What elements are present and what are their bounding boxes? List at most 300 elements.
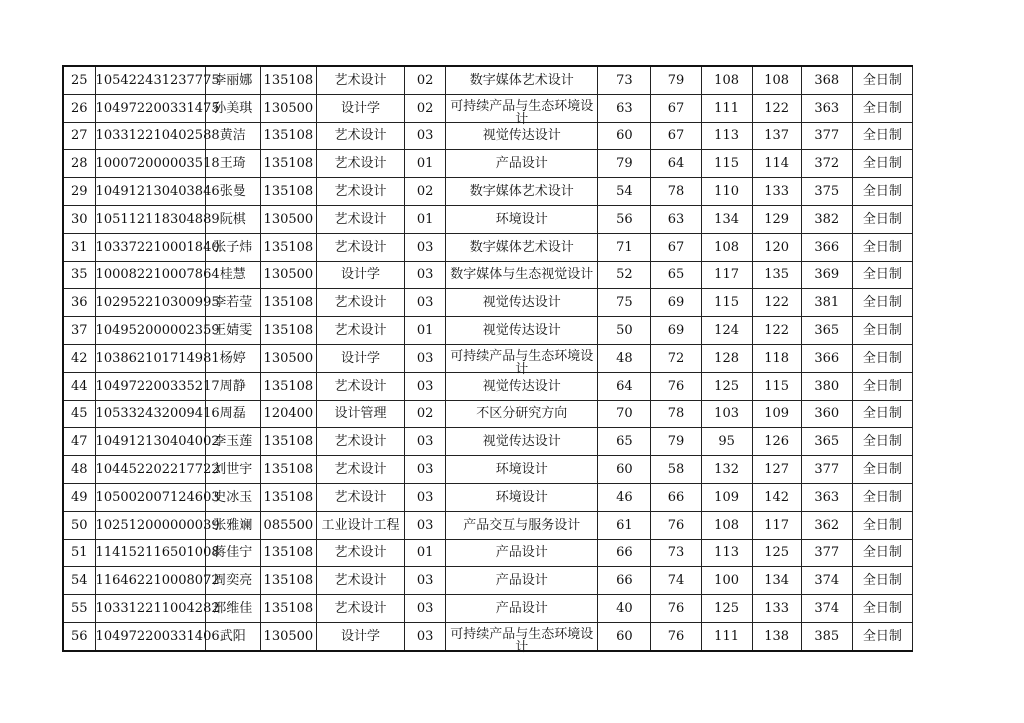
- politics-score-cell: 60: [598, 456, 651, 484]
- direction-name-text: 环境设计: [495, 489, 548, 505]
- major-code-cell: 130500: [260, 622, 316, 650]
- direction-name-cell: [446, 289, 598, 317]
- direction-code-cell: 03: [405, 567, 446, 595]
- name-cell: 李玉莲: [205, 428, 260, 456]
- foreign-language-score-cell: 67: [651, 94, 701, 122]
- major-name-cell: 设计学: [316, 344, 404, 372]
- direction-name-text: 视觉传达设计: [482, 295, 561, 311]
- subject-two-score-cell: 108: [752, 66, 801, 94]
- study-mode-cell: 全日制: [852, 178, 912, 206]
- subject-one-score-cell: 95: [701, 428, 752, 456]
- total-score-cell: 363: [801, 94, 852, 122]
- exam-id-cell: 104912130404002: [95, 428, 205, 456]
- foreign-language-score-cell: 76: [651, 622, 701, 650]
- direction-name-cell: [446, 483, 598, 511]
- admission-table: [62, 65, 913, 656]
- direction-name-cell: [446, 317, 598, 345]
- exam-id-cell: 105112118304889: [95, 205, 205, 233]
- major-name-cell: 设计学: [316, 622, 404, 650]
- total-score-cell: 374: [801, 595, 852, 623]
- study-mode-cell: 全日制: [852, 205, 912, 233]
- exam-id-cell: 105332432009416: [95, 400, 205, 428]
- exam-id-cell: 105002007124603: [95, 483, 205, 511]
- foreign-language-score-cell: 58: [651, 456, 701, 484]
- subject-two-score-cell: 127: [752, 456, 801, 484]
- subject-one-score-cell: 125: [701, 372, 752, 400]
- major-code-cell: 120400: [260, 400, 316, 428]
- direction-code-cell: 03: [405, 483, 446, 511]
- politics-score-cell: 60: [598, 122, 651, 150]
- subject-one-score-cell: 115: [701, 150, 752, 178]
- major-name-cell: 艺术设计: [316, 372, 404, 400]
- subject-two-score-cell: 133: [752, 595, 801, 623]
- foreign-language-score-cell: 67: [651, 122, 701, 150]
- subject-two-score-cell: 129: [752, 205, 801, 233]
- exam-id-cell: 100072000003518: [95, 150, 205, 178]
- major-name-cell: 艺术设计: [316, 122, 404, 150]
- table-row: [63, 317, 913, 345]
- seq-cell: 42: [63, 344, 95, 372]
- foreign-language-score-cell: 76: [651, 511, 701, 539]
- direction-name-cell: [446, 94, 598, 128]
- direction-name-text: 视觉传达设计: [482, 128, 561, 144]
- subject-two-score-cell: 135: [752, 261, 801, 289]
- name-cell: 桂慧: [205, 261, 260, 289]
- name-cell: 阮棋: [205, 205, 260, 233]
- subject-two-score-cell: 142: [752, 483, 801, 511]
- total-score-cell: 374: [801, 567, 852, 595]
- table-row: [63, 178, 913, 206]
- study-mode-cell: 全日制: [852, 233, 912, 261]
- name-cell: 蒋佳宁: [205, 539, 260, 567]
- direction-code-cell: 03: [405, 595, 446, 623]
- direction-name-cell: [446, 400, 598, 428]
- politics-score-cell: 70: [598, 400, 651, 428]
- direction-name-cell: [446, 539, 598, 567]
- table-row: [63, 344, 913, 372]
- major-code-cell: 135108: [260, 483, 316, 511]
- seq-cell: 54: [63, 567, 95, 595]
- table-row: [63, 150, 913, 178]
- table-row: [63, 400, 913, 428]
- politics-score-cell: 65: [598, 428, 651, 456]
- seq-cell: 31: [63, 233, 95, 261]
- major-code-cell: 130500: [260, 344, 316, 372]
- table-body: [63, 66, 913, 656]
- direction-code-cell: 03: [405, 289, 446, 317]
- seq-cell: 45: [63, 400, 95, 428]
- direction-name-text: 不区分研究方向: [476, 406, 568, 422]
- direction-code-cell: 01: [405, 205, 446, 233]
- direction-name-cell: [446, 456, 598, 484]
- politics-score-cell: 79: [598, 150, 651, 178]
- table-row: [63, 94, 913, 122]
- direction-name-cell: [446, 428, 598, 456]
- table-row: [63, 539, 913, 567]
- study-mode-cell: 全日制: [852, 261, 912, 289]
- seq-cell: 51: [63, 539, 95, 567]
- direction-name-text: 可持续产品与生态环境设计: [450, 99, 594, 128]
- direction-name-cell: [446, 150, 598, 178]
- study-mode-cell: 全日制: [852, 511, 912, 539]
- total-score-cell: 377: [801, 539, 852, 567]
- direction-name-text: 产品交互与服务设计: [463, 517, 581, 533]
- foreign-language-score-cell: 78: [651, 178, 701, 206]
- seq-cell: 49: [63, 483, 95, 511]
- major-name-cell: 工业设计工程: [316, 511, 404, 539]
- foreign-language-score-cell: 72: [651, 344, 701, 372]
- total-score-cell: 362: [801, 511, 852, 539]
- major-name-cell: 艺术设计: [316, 289, 404, 317]
- study-mode-cell: 全日制: [852, 622, 912, 650]
- study-mode-cell: 全日制: [852, 317, 912, 345]
- direction-code-cell: 03: [405, 261, 446, 289]
- politics-score-cell: 71: [598, 233, 651, 261]
- exam-id-cell: 102952210300995: [95, 289, 205, 317]
- subject-two-score-cell: 109: [752, 400, 801, 428]
- subject-one-score-cell: 117: [701, 261, 752, 289]
- total-score-cell: 365: [801, 428, 852, 456]
- exam-id-cell: 104912130403846: [95, 178, 205, 206]
- exam-id-cell: 102512000000039: [95, 511, 205, 539]
- direction-name-cell: [446, 178, 598, 206]
- major-code-cell: 135108: [260, 595, 316, 623]
- politics-score-cell: 56: [598, 205, 651, 233]
- direction-name-text: 环境设计: [495, 211, 548, 227]
- table-row: [63, 122, 913, 150]
- major-name-cell: 艺术设计: [316, 150, 404, 178]
- seq-cell: 35: [63, 261, 95, 289]
- name-cell: 孙美琪: [205, 94, 260, 122]
- direction-code-cell: 03: [405, 511, 446, 539]
- subject-two-score-cell: 125: [752, 539, 801, 567]
- exam-id-cell: 100082210007864: [95, 261, 205, 289]
- name-cell: 王琦: [205, 150, 260, 178]
- direction-name-text: 产品设计: [495, 573, 548, 589]
- subject-one-score-cell: 109: [701, 483, 752, 511]
- major-code-cell: 130500: [260, 94, 316, 122]
- seq-cell: 55: [63, 595, 95, 623]
- exam-id-cell: 104952000002359: [95, 317, 205, 345]
- table-row: [63, 511, 913, 539]
- exam-id-cell: 104452202217722: [95, 456, 205, 484]
- direction-name-text: 可持续产品与生态环境设计: [450, 349, 594, 378]
- total-score-cell: 372: [801, 150, 852, 178]
- table-row: [63, 483, 913, 511]
- subject-one-score-cell: 103: [701, 400, 752, 428]
- direction-code-cell: 03: [405, 622, 446, 650]
- seq-cell: 47: [63, 428, 95, 456]
- major-code-cell: 130500: [260, 205, 316, 233]
- seq-cell: 48: [63, 456, 95, 484]
- table-row: [63, 66, 913, 94]
- study-mode-cell: 全日制: [852, 94, 912, 122]
- direction-name-text: 产品设计: [495, 545, 548, 561]
- total-score-cell: 369: [801, 261, 852, 289]
- direction-code-cell: 03: [405, 233, 446, 261]
- direction-name-text: 产品设计: [495, 156, 548, 172]
- foreign-language-score-cell: 79: [651, 66, 701, 94]
- table-row: [63, 622, 913, 650]
- subject-one-score-cell: 115: [701, 289, 752, 317]
- foreign-language-score-cell: 67: [651, 233, 701, 261]
- foreign-language-score-cell: 76: [651, 372, 701, 400]
- exam-id-cell: 116462210008072: [95, 567, 205, 595]
- direction-code-cell: 01: [405, 317, 446, 345]
- subject-two-score-cell: 118: [752, 344, 801, 372]
- subject-two-score-cell: 126: [752, 428, 801, 456]
- direction-name-cell: [446, 511, 598, 539]
- exam-id-cell: 104972200331406: [95, 622, 205, 650]
- major-name-cell: 艺术设计: [316, 483, 404, 511]
- exam-id-cell: 114152116501008: [95, 539, 205, 567]
- seq-cell: 37: [63, 317, 95, 345]
- total-score-cell: 377: [801, 122, 852, 150]
- subject-one-score-cell: 124: [701, 317, 752, 345]
- table-row: [63, 205, 913, 233]
- direction-code-cell: 03: [405, 344, 446, 372]
- foreign-language-score-cell: 79: [651, 428, 701, 456]
- table-row: [63, 233, 913, 261]
- direction-name-text: 视觉传达设计: [482, 434, 561, 450]
- politics-score-cell: 52: [598, 261, 651, 289]
- major-name-cell: 设计学: [316, 261, 404, 289]
- study-mode-cell: 全日制: [852, 539, 912, 567]
- name-cell: 张曼: [205, 178, 260, 206]
- total-score-cell: 381: [801, 289, 852, 317]
- study-mode-cell: 全日制: [852, 66, 912, 94]
- major-code-cell: 135108: [260, 289, 316, 317]
- major-code-cell: 135108: [260, 178, 316, 206]
- subject-two-score-cell: 138: [752, 622, 801, 650]
- major-code-cell: 135108: [260, 66, 316, 94]
- major-code-cell: 135108: [260, 122, 316, 150]
- direction-code-cell: 01: [405, 150, 446, 178]
- name-cell: 李丽娜: [205, 66, 260, 94]
- politics-score-cell: 50: [598, 317, 651, 345]
- study-mode-cell: 全日制: [852, 400, 912, 428]
- direction-name-text: 数字媒体艺术设计: [469, 239, 574, 255]
- major-code-cell: 135108: [260, 317, 316, 345]
- major-code-cell: 135108: [260, 233, 316, 261]
- total-score-cell: 366: [801, 344, 852, 372]
- major-name-cell: 艺术设计: [316, 317, 404, 345]
- exam-id-cell: 103312210402588: [95, 122, 205, 150]
- subject-one-score-cell: 108: [701, 233, 752, 261]
- seq-cell: 26: [63, 94, 95, 122]
- major-name-cell: 艺术设计: [316, 456, 404, 484]
- politics-score-cell: 63: [598, 94, 651, 122]
- study-mode-cell: 全日制: [852, 289, 912, 317]
- subject-two-score-cell: 115: [752, 372, 801, 400]
- seq-cell: 28: [63, 150, 95, 178]
- direction-name-cell: [446, 622, 598, 656]
- foreign-language-score-cell: 73: [651, 539, 701, 567]
- subject-two-score-cell: 122: [752, 94, 801, 122]
- exam-id-cell: 103372210001840: [95, 233, 205, 261]
- exam-id-cell: 104972200335217: [95, 372, 205, 400]
- direction-name-text: 产品设计: [495, 601, 548, 617]
- subject-two-score-cell: 122: [752, 289, 801, 317]
- politics-score-cell: 46: [598, 483, 651, 511]
- exam-id-cell: 103862101714981: [95, 344, 205, 372]
- subject-one-score-cell: 128: [701, 344, 752, 372]
- major-code-cell: 135108: [260, 567, 316, 595]
- name-cell: 周奕亮: [205, 567, 260, 595]
- name-cell: 周静: [205, 372, 260, 400]
- name-cell: 武阳: [205, 622, 260, 650]
- total-score-cell: 365: [801, 317, 852, 345]
- name-cell: 周磊: [205, 400, 260, 428]
- foreign-language-score-cell: 76: [651, 595, 701, 623]
- major-code-cell: 130500: [260, 261, 316, 289]
- politics-score-cell: 40: [598, 595, 651, 623]
- study-mode-cell: 全日制: [852, 372, 912, 400]
- politics-score-cell: 64: [598, 372, 651, 400]
- direction-name-cell: [446, 567, 598, 595]
- major-name-cell: 设计管理: [316, 400, 404, 428]
- major-name-cell: 艺术设计: [316, 428, 404, 456]
- total-score-cell: 368: [801, 66, 852, 94]
- total-score-cell: 363: [801, 483, 852, 511]
- foreign-language-score-cell: 66: [651, 483, 701, 511]
- politics-score-cell: 61: [598, 511, 651, 539]
- subject-one-score-cell: 113: [701, 539, 752, 567]
- direction-code-cell: 02: [405, 400, 446, 428]
- politics-score-cell: 48: [598, 344, 651, 372]
- subject-two-score-cell: 137: [752, 122, 801, 150]
- total-score-cell: 380: [801, 372, 852, 400]
- direction-name-text: 数字媒体艺术设计: [469, 72, 574, 88]
- table-row: [63, 289, 913, 317]
- study-mode-cell: 全日制: [852, 122, 912, 150]
- subject-one-score-cell: 108: [701, 66, 752, 94]
- total-score-cell: 360: [801, 400, 852, 428]
- name-cell: 王婧雯: [205, 317, 260, 345]
- major-code-cell: 085500: [260, 511, 316, 539]
- direction-name-cell: [446, 595, 598, 623]
- study-mode-cell: 全日制: [852, 483, 912, 511]
- politics-score-cell: 60: [598, 622, 651, 650]
- direction-code-cell: 03: [405, 428, 446, 456]
- major-name-cell: 艺术设计: [316, 66, 404, 94]
- table-row: [63, 428, 913, 456]
- table-row: [63, 456, 913, 484]
- foreign-language-score-cell: 64: [651, 150, 701, 178]
- subject-two-score-cell: 120: [752, 233, 801, 261]
- name-cell: 杨婷: [205, 344, 260, 372]
- subject-two-score-cell: 122: [752, 317, 801, 345]
- direction-name-text: 视觉传达设计: [482, 323, 561, 339]
- direction-name-text: 可持续产品与生态环境设计: [450, 627, 594, 656]
- study-mode-cell: 全日制: [852, 344, 912, 372]
- direction-name-cell: [446, 233, 598, 261]
- name-cell: 黄洁: [205, 122, 260, 150]
- subject-two-score-cell: 117: [752, 511, 801, 539]
- foreign-language-score-cell: 63: [651, 205, 701, 233]
- name-cell: 刘世宇: [205, 456, 260, 484]
- study-mode-cell: 全日制: [852, 428, 912, 456]
- direction-code-cell: 03: [405, 456, 446, 484]
- direction-name-cell: [446, 205, 598, 233]
- direction-code-cell: 02: [405, 66, 446, 94]
- major-name-cell: 艺术设计: [316, 539, 404, 567]
- table-row: [63, 567, 913, 595]
- politics-score-cell: 66: [598, 567, 651, 595]
- subject-one-score-cell: 132: [701, 456, 752, 484]
- table-row: [63, 595, 913, 623]
- subject-two-score-cell: 114: [752, 150, 801, 178]
- direction-code-cell: 03: [405, 372, 446, 400]
- study-mode-cell: 全日制: [852, 150, 912, 178]
- politics-score-cell: 54: [598, 178, 651, 206]
- seq-cell: 27: [63, 122, 95, 150]
- foreign-language-score-cell: 69: [651, 289, 701, 317]
- direction-name-text: 环境设计: [495, 462, 548, 478]
- subject-one-score-cell: 111: [701, 622, 752, 650]
- major-name-cell: 艺术设计: [316, 233, 404, 261]
- major-code-cell: 135108: [260, 456, 316, 484]
- name-cell: 张雅斓: [205, 511, 260, 539]
- subject-one-score-cell: 125: [701, 595, 752, 623]
- seq-cell: 36: [63, 289, 95, 317]
- name-cell: 张子炜: [205, 233, 260, 261]
- seq-cell: 30: [63, 205, 95, 233]
- exam-id-cell: 104972200331475: [95, 94, 205, 122]
- subject-one-score-cell: 111: [701, 94, 752, 122]
- study-mode-cell: 全日制: [852, 595, 912, 623]
- total-score-cell: 366: [801, 233, 852, 261]
- major-code-cell: 135108: [260, 428, 316, 456]
- seq-cell: 50: [63, 511, 95, 539]
- exam-id-cell: 105422431237775: [95, 66, 205, 94]
- subject-one-score-cell: 113: [701, 122, 752, 150]
- name-cell: 李若莹: [205, 289, 260, 317]
- seq-cell: 56: [63, 622, 95, 650]
- seq-cell: 25: [63, 66, 95, 94]
- direction-name-cell: [446, 66, 598, 94]
- name-cell: 邢维佳: [205, 595, 260, 623]
- subject-one-score-cell: 100: [701, 567, 752, 595]
- subject-one-score-cell: 110: [701, 178, 752, 206]
- foreign-language-score-cell: 65: [651, 261, 701, 289]
- foreign-language-score-cell: 78: [651, 400, 701, 428]
- total-score-cell: 375: [801, 178, 852, 206]
- direction-code-cell: 02: [405, 178, 446, 206]
- direction-name-cell: [446, 344, 598, 378]
- total-score-cell: 385: [801, 622, 852, 650]
- politics-score-cell: 75: [598, 289, 651, 317]
- direction-name-cell: [446, 261, 598, 289]
- direction-code-cell: 03: [405, 122, 446, 150]
- major-name-cell: 艺术设计: [316, 178, 404, 206]
- direction-code-cell: 01: [405, 539, 446, 567]
- total-score-cell: 377: [801, 456, 852, 484]
- table-row: [63, 261, 913, 289]
- direction-name-text: 数字媒体艺术设计: [469, 184, 574, 200]
- subject-two-score-cell: 133: [752, 178, 801, 206]
- politics-score-cell: 73: [598, 66, 651, 94]
- study-mode-cell: 全日制: [852, 456, 912, 484]
- major-code-cell: 135108: [260, 372, 316, 400]
- direction-code-cell: 02: [405, 94, 446, 122]
- subject-one-score-cell: 134: [701, 205, 752, 233]
- exam-id-cell: 103312211004282: [95, 595, 205, 623]
- major-name-cell: 艺术设计: [316, 205, 404, 233]
- seq-cell: 44: [63, 372, 95, 400]
- total-score-cell: 382: [801, 205, 852, 233]
- major-name-cell: 艺术设计: [316, 567, 404, 595]
